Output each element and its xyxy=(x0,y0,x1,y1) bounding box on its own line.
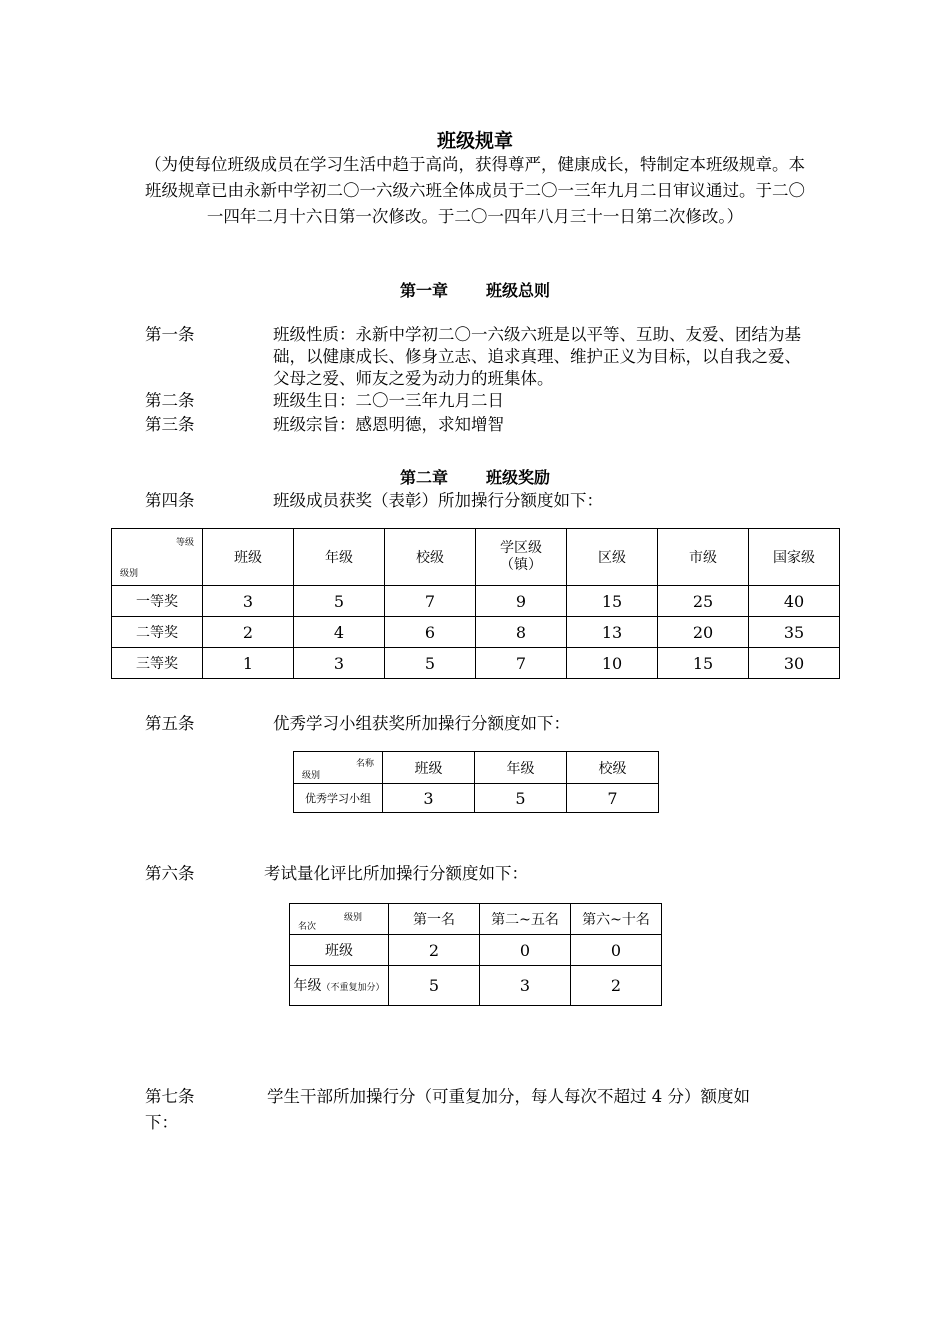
table-cell: 25 xyxy=(658,586,749,617)
chapter-1-name: 班级总则 xyxy=(486,281,551,300)
study-group-table xyxy=(293,751,659,813)
table-row xyxy=(112,648,840,679)
table-cell: 0 xyxy=(571,935,662,966)
table-cell: 0 xyxy=(480,935,571,966)
row-label: 二等奖 xyxy=(112,617,203,648)
table-cell: 35 xyxy=(749,617,840,648)
article-7-text: 学生干部所加操行分（可重复加分，每人每次不超过 4 分）额度如 xyxy=(267,1087,750,1106)
chapter-2-heading xyxy=(0,465,950,488)
article-2-label: 第二条 xyxy=(145,391,195,410)
table-cell: 8 xyxy=(476,617,567,648)
row-label: 一等奖 xyxy=(112,586,203,617)
article-7-text-continued: 下： xyxy=(145,1113,178,1132)
table-cell: 5 xyxy=(475,784,567,813)
column-header: 年级 xyxy=(475,752,567,784)
row-label: 三等奖 xyxy=(112,648,203,679)
article-3-label: 第三条 xyxy=(145,415,195,434)
table-cell: 5 xyxy=(385,648,476,679)
article-7-label: 第七条 xyxy=(145,1087,195,1106)
corner-top-label: 级别 xyxy=(343,913,362,923)
table-cell: 30 xyxy=(749,648,840,679)
column-header: 班级 xyxy=(203,529,294,586)
table-cell: 2 xyxy=(571,966,662,1006)
column-header: 第一名 xyxy=(389,904,480,935)
corner-top-label: 名称 xyxy=(355,759,374,769)
chapter-2-name: 班级奖励 xyxy=(486,468,551,487)
table-cell: 40 xyxy=(749,586,840,617)
column-header: 区级 xyxy=(567,529,658,586)
article-1-label: 第一条 xyxy=(145,325,195,344)
table-row xyxy=(290,966,662,1006)
table-cell: 5 xyxy=(389,966,480,1006)
article-4-label: 第四条 xyxy=(145,491,195,510)
article-2-text: 班级生日：二〇一三年九月二日 xyxy=(273,391,504,410)
corner-top-label: 等级 xyxy=(175,538,194,548)
page-title: 班级规章 xyxy=(436,130,513,152)
table-cell: 6 xyxy=(385,617,476,648)
article-5-text: 优秀学习小组获奖所加操行分额度如下： xyxy=(273,714,570,733)
column-header: 校级 xyxy=(385,529,476,586)
award-points-table xyxy=(111,528,840,679)
table-cell: 13 xyxy=(567,617,658,648)
corner-bottom-label: 名次 xyxy=(298,922,317,932)
table-cell: 9 xyxy=(476,586,567,617)
column-header: 第六~十名 xyxy=(571,904,662,935)
intro-paragraph: （为使每位班级成员在学习生活中趋于高尚，获得尊严，健康成长，特制定本班级规章。本班级规章已由永新中学初二〇一六级六班全体成员于二〇一三年九月二日审议通过。于二〇一四年二月十六日第一次修改。于二〇一四年八月三十一日第二次修改。） xyxy=(145,155,805,226)
chapter-1-number: 第一章 xyxy=(399,281,448,300)
row-label: 优秀学习小组 xyxy=(294,784,383,813)
table-cell: 3 xyxy=(294,648,385,679)
table-header-row xyxy=(290,904,662,935)
chapter-2-number: 第二章 xyxy=(399,468,448,487)
table-cell: 7 xyxy=(567,784,659,813)
table-cell: 1 xyxy=(203,648,294,679)
table-header-row xyxy=(294,752,659,784)
table-cell: 7 xyxy=(385,586,476,617)
article-6-text: 考试量化评比所加操行分额度如下： xyxy=(264,864,528,883)
table-row xyxy=(290,935,662,966)
table-cell: 4 xyxy=(294,617,385,648)
article-4-text: 班级成员获奖（表彰）所加操行分额度如下： xyxy=(273,491,603,510)
row-label-note: （不重复加分） xyxy=(321,982,385,993)
table-cell: 2 xyxy=(203,617,294,648)
article-5-label: 第五条 xyxy=(145,714,195,733)
column-header: 年级 xyxy=(294,529,385,586)
table-cell: 3 xyxy=(203,586,294,617)
table-cell: 2 xyxy=(389,935,480,966)
table-cell: 7 xyxy=(476,648,567,679)
column-header xyxy=(476,529,567,586)
column-header: 校级 xyxy=(567,752,659,784)
row-label: 年级 xyxy=(293,977,322,994)
chapter-1-heading xyxy=(0,278,950,301)
column-header-line: （镇） xyxy=(500,557,542,573)
table-cell: 3 xyxy=(480,966,571,1006)
table-row xyxy=(112,617,840,648)
table-cell: 15 xyxy=(658,648,749,679)
table-cell: 20 xyxy=(658,617,749,648)
table-cell: 5 xyxy=(294,586,385,617)
exam-ranking-table xyxy=(289,903,662,1006)
table-row xyxy=(294,784,659,813)
table-header-row xyxy=(112,529,840,586)
column-header: 市级 xyxy=(658,529,749,586)
corner-bottom-label: 级别 xyxy=(120,569,139,579)
table-cell: 3 xyxy=(383,784,475,813)
article-6-label: 第六条 xyxy=(145,864,195,883)
table-cell: 15 xyxy=(567,586,658,617)
article-3-text: 班级宗旨：感恩明德，求知增智 xyxy=(273,415,504,434)
table-corner-cell xyxy=(112,529,203,586)
article-1-text: 班级性质：永新中学初二〇一六级六班是以平等、互助、友爱、团结为基础，以健康成长、修身立志、追求真理、维护正义为目标，以自我之爱、父母之爱、师友之爱为动力的班集体。 xyxy=(273,325,801,388)
row-label-cell xyxy=(290,966,389,1006)
corner-bottom-label: 级别 xyxy=(302,771,321,781)
column-header: 第二~五名 xyxy=(480,904,571,935)
table-cell: 10 xyxy=(567,648,658,679)
column-header-line: 学区级 xyxy=(500,540,542,556)
table-corner-cell xyxy=(294,752,383,784)
row-label: 班级 xyxy=(290,935,389,966)
column-header: 班级 xyxy=(383,752,475,784)
column-header: 国家级 xyxy=(749,529,840,586)
table-corner-cell xyxy=(290,904,389,935)
table-row xyxy=(112,586,840,617)
